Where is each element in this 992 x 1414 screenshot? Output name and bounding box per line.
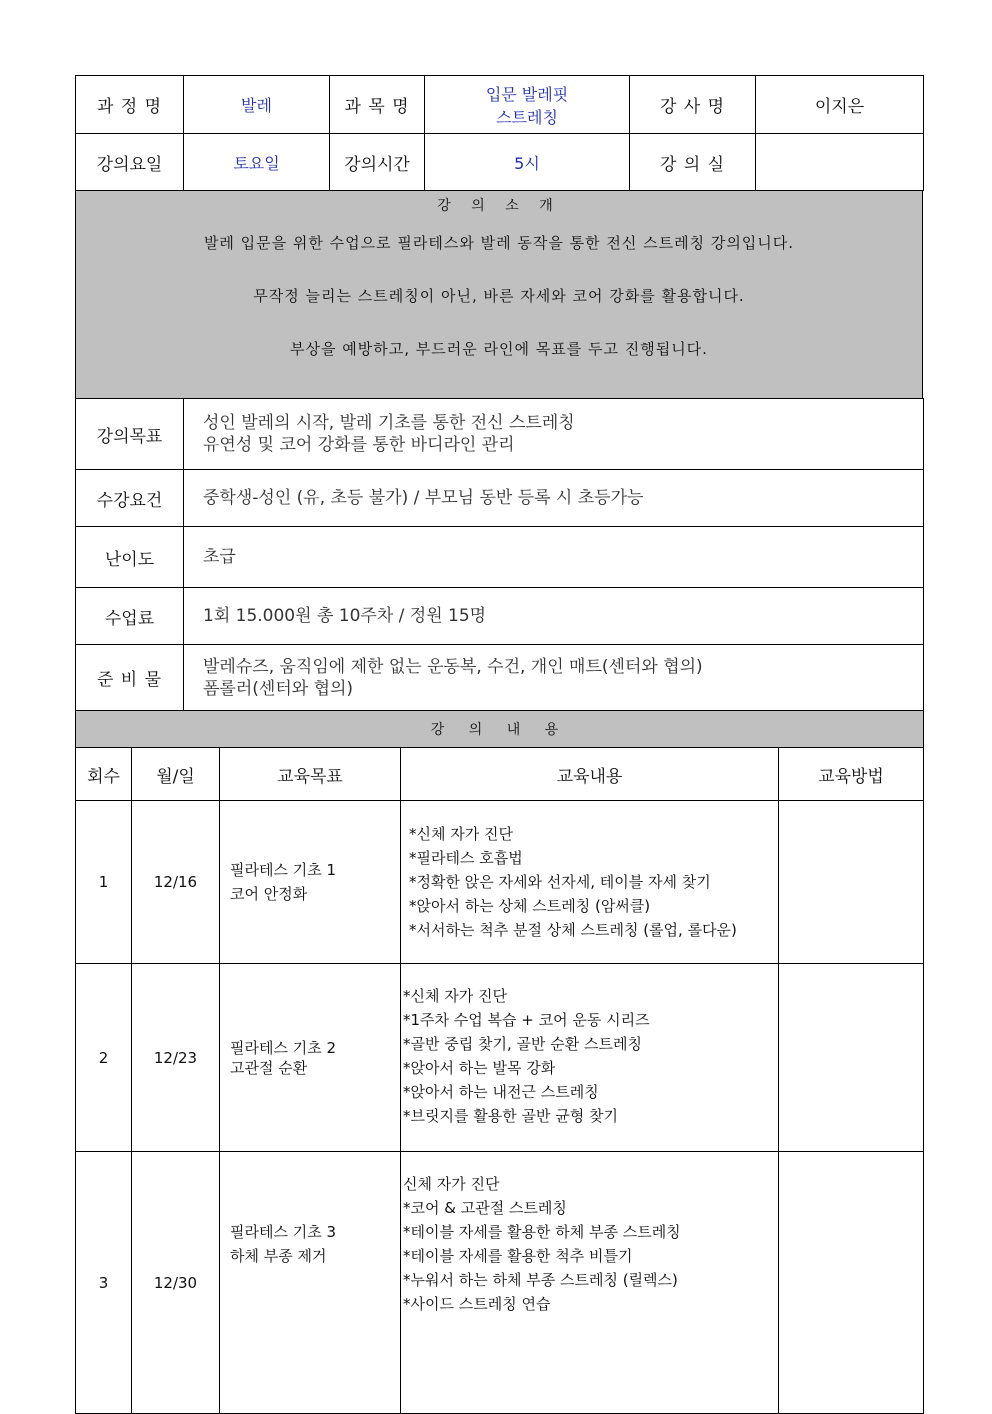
time-label: 강의시간 (330, 134, 425, 191)
room-value (756, 134, 924, 191)
session-item: *사이드 스트레칭 연습 (403, 1295, 551, 1313)
session-item: 신체 자가 진단 (403, 1175, 500, 1193)
goal-line-1: 성인 발레의 시작, 발레 기초를 통한 전신 스트레칭 (203, 413, 575, 433)
session-goal (220, 1152, 401, 1414)
col-header-date: 월/일 (132, 748, 220, 801)
content-section-title: 강 의 내 용 (76, 711, 924, 748)
session-item: *브릿지를 활용한 골반 균형 찾기 (403, 1107, 618, 1125)
col-header-goal: 교육목표 (220, 748, 401, 801)
col-header-content: 교육내용 (401, 748, 779, 801)
session-item: *필라테스 호흡법 (409, 849, 523, 867)
level-label: 난이도 (76, 527, 184, 588)
prep-label: 준 비 물 (76, 645, 184, 711)
session-goal-line: 하체 부종 제거 (230, 1247, 327, 1265)
table-row (76, 1152, 924, 1414)
intro-box (76, 191, 923, 399)
schedule-header-row (76, 748, 924, 801)
session-content (401, 964, 779, 1152)
session-goal-line: 고관절 순환 (230, 1058, 308, 1077)
session-item: *신체 자가 진단 (403, 987, 507, 1005)
session-item: *앉아서 하는 상체 스트레칭 (암써클) (409, 897, 651, 915)
session-item: *정확한 앉은 자세와 선자세, 테이블 자세 찾기 (409, 873, 711, 891)
table-row (76, 964, 924, 1152)
fee-value: 1회 15.000원 총 10주차 / 정원 15명 (184, 588, 924, 645)
instructor-label: 강 사 명 (630, 76, 756, 134)
col-header-no: 회수 (76, 748, 132, 801)
syllabus-document (75, 75, 923, 1414)
subject-value-line1: 입문 발레핏 (485, 84, 569, 104)
session-date: 12/23 (132, 964, 220, 1152)
session-item: *골반 중립 찾기, 골반 순환 스트레칭 (403, 1035, 642, 1053)
session-item: *서서하는 척추 분절 상체 스트레칭 (롤업, 롤다운) (409, 921, 737, 939)
goal-value (184, 399, 924, 470)
day-label: 강의요일 (76, 134, 184, 191)
session-date: 12/16 (132, 801, 220, 964)
course-header-table (75, 75, 924, 191)
session-method (779, 964, 924, 1152)
table-row (76, 801, 924, 964)
session-date: 12/30 (132, 1152, 220, 1414)
fee-label: 수업료 (76, 588, 184, 645)
session-item: *코어 & 고관절 스트레칭 (403, 1199, 567, 1217)
intro-line-3: 부상을 예방하고, 부드러운 라인에 목표를 두고 진행됩니다. (290, 340, 708, 358)
session-content (401, 1152, 779, 1414)
session-no: 3 (76, 1152, 132, 1414)
requirement-label: 수강요건 (76, 470, 184, 527)
intro-table (75, 190, 923, 399)
goal-line-2: 유연성 및 코어 강화를 통한 바디라인 관리 (203, 435, 515, 455)
level-value: 초급 (184, 527, 924, 588)
session-item: *테이블 자세를 활용한 척추 비틀기 (403, 1247, 633, 1265)
session-item: *앉아서 하는 발목 강화 (403, 1059, 556, 1077)
info-table (75, 398, 924, 748)
subject-label: 과 목 명 (330, 76, 425, 134)
col-header-method: 교육방법 (779, 748, 924, 801)
time-value: 5시 (425, 134, 630, 191)
session-item: *누워서 하는 하체 부종 스트레칭 (릴렉스) (403, 1271, 678, 1289)
session-item: *앉아서 하는 내전근 스트레칭 (403, 1083, 599, 1101)
prep-value (184, 645, 924, 711)
intro-line-1: 발레 입문을 위한 수업으로 필라테스와 발레 동작을 통한 전신 스트레칭 강의입니다. (203, 234, 795, 252)
session-goal-line: 코어 안정화 (230, 885, 308, 903)
session-goal-line: 필라테스 기초 2 (230, 1038, 337, 1057)
subject-value-line2: 스트레칭 (496, 107, 558, 127)
session-goal (220, 964, 401, 1152)
goal-label: 강의목표 (76, 399, 184, 470)
session-item: *신체 자가 진단 (409, 825, 513, 843)
schedule-table (75, 747, 924, 1414)
subject-value (425, 76, 630, 134)
intro-line-2: 무작정 늘리는 스트레칭이 아닌, 바른 자세와 코어 강화를 활용합니다. (253, 287, 745, 305)
session-goal (220, 801, 401, 964)
course-value: 발레 (184, 76, 330, 134)
room-label: 강 의 실 (630, 134, 756, 191)
course-label: 과 정 명 (76, 76, 184, 134)
session-goal-line: 필라테스 기초 3 (230, 1223, 337, 1241)
session-no: 1 (76, 801, 132, 964)
prep-line-1: 발레슈즈, 움직임에 제한 없는 운동복, 수건, 개인 매트(센터와 협의) (203, 656, 703, 677)
session-content (401, 801, 779, 964)
session-method (779, 801, 924, 964)
session-goal-line: 필라테스 기초 1 (230, 861, 337, 879)
prep-line-2: 폼롤러(센터와 협의) (203, 678, 354, 699)
instructor-value: 이지은 (756, 76, 924, 134)
day-value: 토요일 (184, 134, 330, 191)
session-item: *1주차 수업 복습 + 코어 운동 시리즈 (403, 1011, 650, 1029)
intro-title: 강 의 소 개 (437, 198, 561, 214)
session-no: 2 (76, 964, 132, 1152)
requirement-value: 중학생-성인 (유, 초등 불가) / 부모님 동반 등록 시 초등가능 (184, 470, 924, 527)
session-item: *테이블 자세를 활용한 하체 부종 스트레칭 (403, 1223, 681, 1241)
session-method (779, 1152, 924, 1414)
